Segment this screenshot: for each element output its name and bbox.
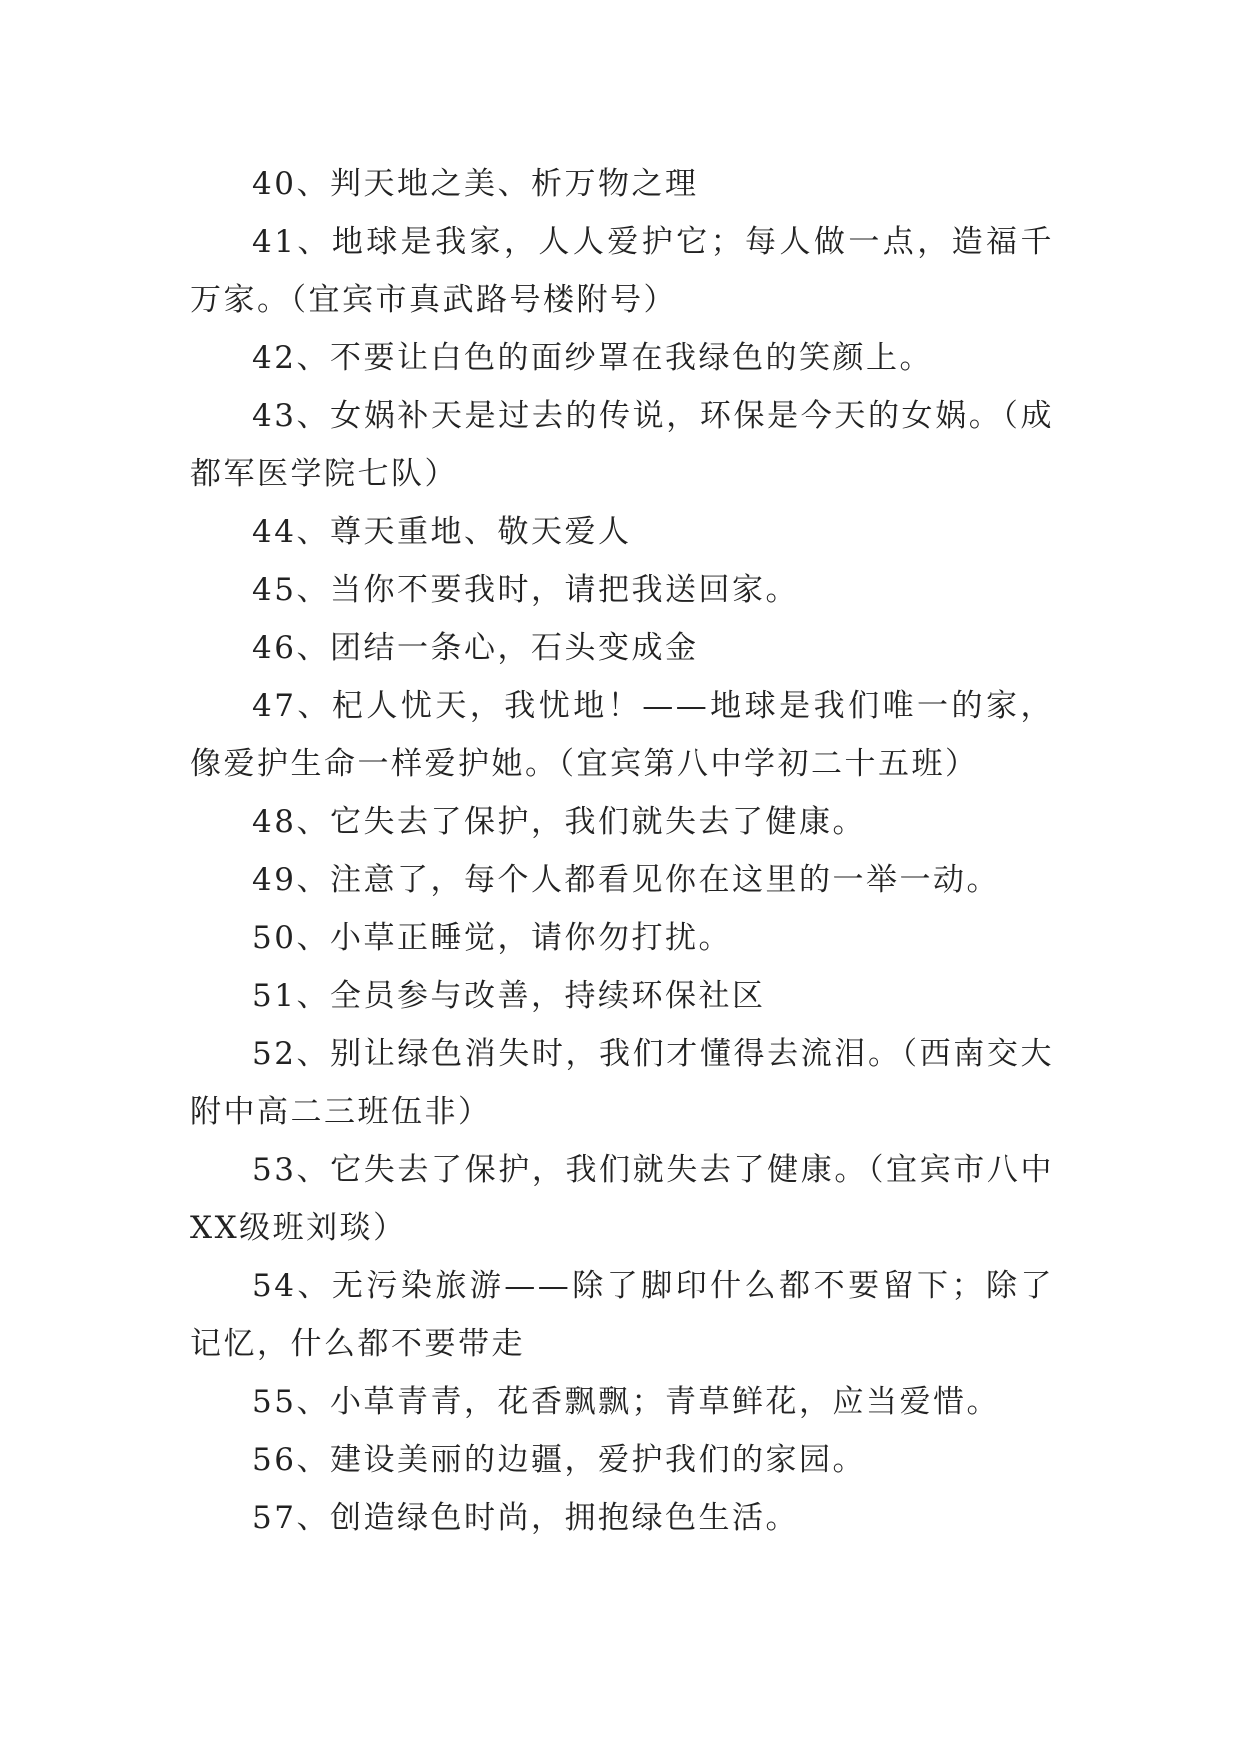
slogan-item-40: 40、判天地之美、析万物之理 <box>252 166 699 202</box>
slogan-item-51: 51、全员参与改善，持续环保社区 <box>252 978 766 1014</box>
slogan-list <box>190 155 1054 1547</box>
slogan-item-53: 53、它失去了保护，我们就失去了健康。（宜宾市八中XX级班刘琰） <box>190 1152 1054 1246</box>
slogan-item-47: 47、杞人忧天，我忧地！——地球是我们唯一的家，像爱护生命一样爱护她。（宜宾第八中学初二十五班） <box>190 688 1054 782</box>
slogan-item-54: 54、无污染旅游——除了脚印什么都不要留下；除了记忆，什么都不要带走 <box>190 1268 1054 1362</box>
slogan-item-44: 44、尊天重地、敬天爱人 <box>252 514 632 550</box>
slogan-item-52: 52、别让绿色消失时，我们才懂得去流泪。（西南交大附中高二三班伍非） <box>190 1036 1054 1130</box>
slogan-item-43: 43、女娲补天是过去的传说，环保是今天的女娲。（成都军医学院七队） <box>190 398 1054 492</box>
slogan-item-56: 56、建设美丽的边疆，爱护我们的家园。 <box>252 1442 866 1478</box>
slogan-item-45: 45、当你不要我时，请把我送回家。 <box>252 572 799 608</box>
slogan-item-46: 46、团结一条心，石头变成金 <box>252 630 699 666</box>
slogan-item-48: 48、它失去了保护，我们就失去了健康。 <box>252 804 866 840</box>
slogan-item-49: 49、注意了，每个人都看见你在这里的一举一动。 <box>252 862 1000 898</box>
slogan-item-41: 41、地球是我家，人人爱护它；每人做一点，造福千万家。（宜宾市真武路号楼附号） <box>190 224 1054 318</box>
slogan-item-42: 42、不要让白色的面纱罩在我绿色的笑颜上。 <box>252 340 933 376</box>
slogan-item-57: 57、创造绿色时尚，拥抱绿色生活。 <box>252 1500 799 1536</box>
slogan-item-50: 50、小草正睡觉，请你勿打扰。 <box>252 920 732 956</box>
slogan-item-55: 55、小草青青，花香飘飘；青草鲜花，应当爱惜。 <box>252 1384 1000 1420</box>
